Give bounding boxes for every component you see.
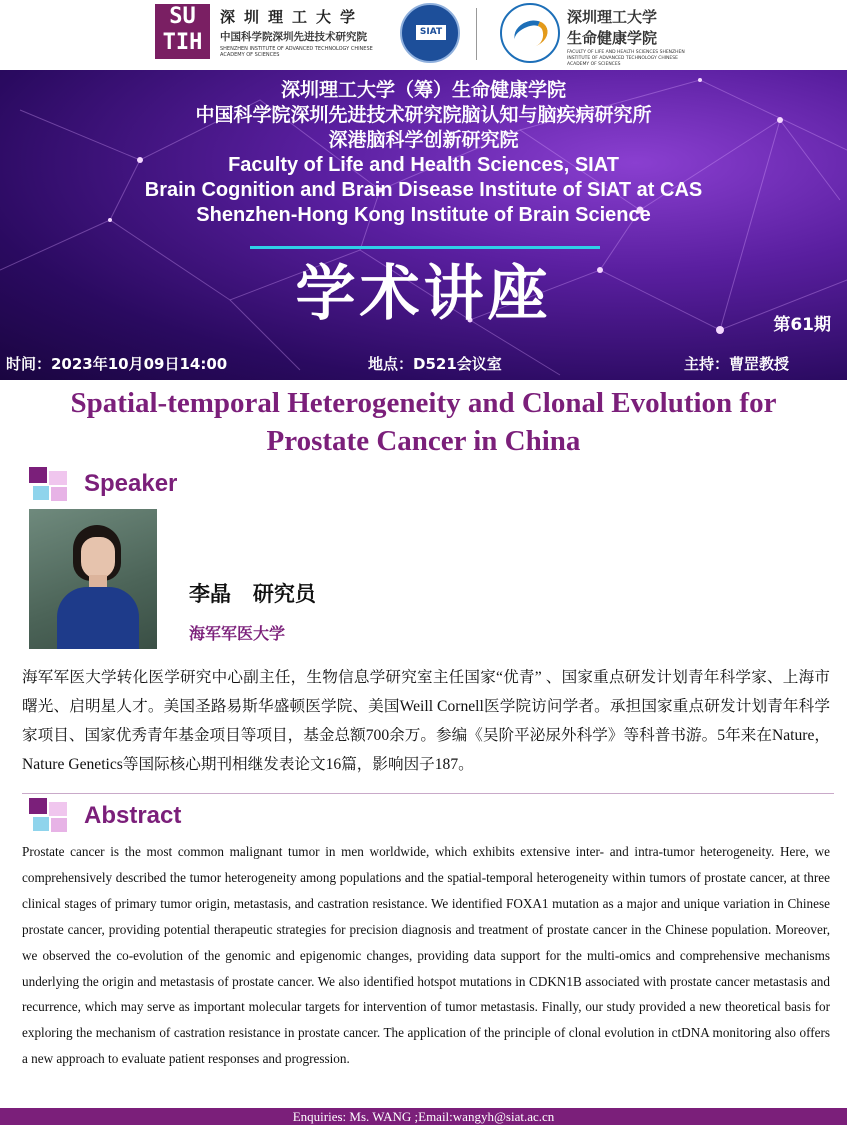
- flhs-swoosh-icon: [511, 16, 552, 52]
- talk-title: [10, 384, 837, 460]
- sutech-mark-line-2: TIH: [162, 30, 203, 55]
- siat-seal-logo: [400, 3, 460, 63]
- siat-badge-text: SIAT: [416, 25, 446, 40]
- sutech-logo-text: [220, 6, 390, 58]
- speaker-affiliation: 海军军医大学: [189, 624, 286, 643]
- sutech-mark-line-1: SU: [169, 4, 196, 29]
- talk-title-line-2: Prostate Cancer in China: [266, 425, 581, 457]
- sutech-logo-mark: [155, 4, 210, 59]
- institute-en-3: Shenzhen-Hong Kong Institute of Brain Science: [196, 204, 651, 226]
- speaker-name: 李晶 研究员: [189, 582, 316, 606]
- event-meta-row: [0, 349, 847, 377]
- institute-cn-3: 深港脑科学创新研究院: [328, 129, 519, 151]
- abstract-text: Prostate cancer is the most common malignant tumor in men worldwide, which exhibits extensive inter- and intra-tumor heterogeneity. Here, we comprehensively described the tumor heterogeneity among populations and the spatial-temporal heterogeneity within tumors of prostate cancer, at three clinical stages of primary tumor origin, metastasis, and castration resistance. We identified FOXA1 mutation as a major and unique variation in Chinese prostate cancer, providing potential therapeutic strategies for precision diagnosis and treatment of prostate cancer in the Chinese population. Moreover, we observed the co-evolution of the genomic and epigenomic changes, providing data support for the multi-omics and comprehensive mechanisms underlying the origin and metastasis of prostate cancer. We also identified hotspot mutations in CDKN1B associated with prostate cancer metastasis and recurrence, which may serve as important molecular targets for intervention of tumor metastasis. Finally, our study provided a new theoretical basis for exploring the mechanism of castration resistance in prostate cancer. The application of the principle of clonal evolution in ctDNA monitoring also offers a new approach to evaluate patient responses and progression.: [22, 844, 830, 1067]
- speaker-bio: 海军军医大学转化医学研究中心副主任，生物信息学研究室主任国家“优青” 、国家重点研发计划青年科学家、上海市曙光、启明星人才。美国圣路易斯华盛顿医学院、美国Weill Cornell医学院访问学者。承担国家重点研发计划青年科学家项目、国家优秀青年基金项目等项目，基金总额700余万。参编《吴阶平泌尿外科学》等科普书游。5年来在Nature，Nature Genetics等国际核心期刊相继发表论文16篇，影响因子187。: [22, 669, 830, 773]
- sutech-name-cn: 深圳理工大学: [220, 8, 365, 26]
- flhs-seal-logo: [500, 3, 560, 63]
- flhs-name-line-1: 深圳理工大学: [567, 8, 658, 26]
- event-location: 地点：D521会议室: [368, 355, 502, 373]
- abstract-heading: Abstract: [84, 802, 182, 829]
- institute-en-1: Faculty of Life and Health Sciences, SIAT: [228, 154, 619, 176]
- speaker-section-icon: [29, 467, 71, 505]
- section-divider: [22, 793, 834, 794]
- event-host: 主持：曹罡教授: [684, 355, 790, 373]
- flhs-name-line-2: 生命健康学院: [567, 29, 658, 47]
- institute-titles: [0, 78, 847, 228]
- institute-cn-1: 深圳理工大学（筹）生命健康学院: [280, 79, 566, 101]
- event-time: 时间：2023年10月09日14:00: [6, 355, 228, 373]
- institute-en-2: Brain Cognition and Brain Disease Institute of SIAT at CAS: [144, 179, 703, 201]
- flhs-name-en: FACULTY OF LIFE AND HEALTH SCIENCES SHENZHEN INSTITUTE OF ADVANCED TECHNOLOGY CHINESE ACADEMY OF SCIENCES: [567, 50, 685, 67]
- speaker-heading: Speaker: [84, 470, 178, 497]
- lecture-title: 学术讲座: [295, 259, 552, 329]
- issue-number: 第61期: [773, 315, 831, 335]
- speaker-photo: [29, 509, 157, 649]
- talk-title-line-1: Spatial-temporal Heterogeneity and Clonal Evolution for: [70, 387, 777, 419]
- siat-name-en: SHENZHEN INSTITUTE OF ADVANCED TECHNOLOGY CHINESE ACADEMY OF SCIENCES: [220, 46, 373, 58]
- institute-cn-2: 中国科学院深圳先进技术研究院脑认知与脑疾病研究所: [195, 104, 652, 126]
- siat-name-cn: 中国科学院深圳先进技术研究院: [220, 31, 367, 43]
- header-banner: [0, 70, 847, 380]
- abstract-section-icon: [29, 798, 71, 836]
- flhs-logo-text: [567, 6, 687, 68]
- logo-bar: [0, 0, 847, 70]
- logo-divider: [476, 8, 477, 60]
- title-rule: [250, 246, 600, 249]
- footer-enquiries: Enquiries: Ms. WANG ;Email:wangyh@siat.ac.cn: [0, 1108, 847, 1125]
